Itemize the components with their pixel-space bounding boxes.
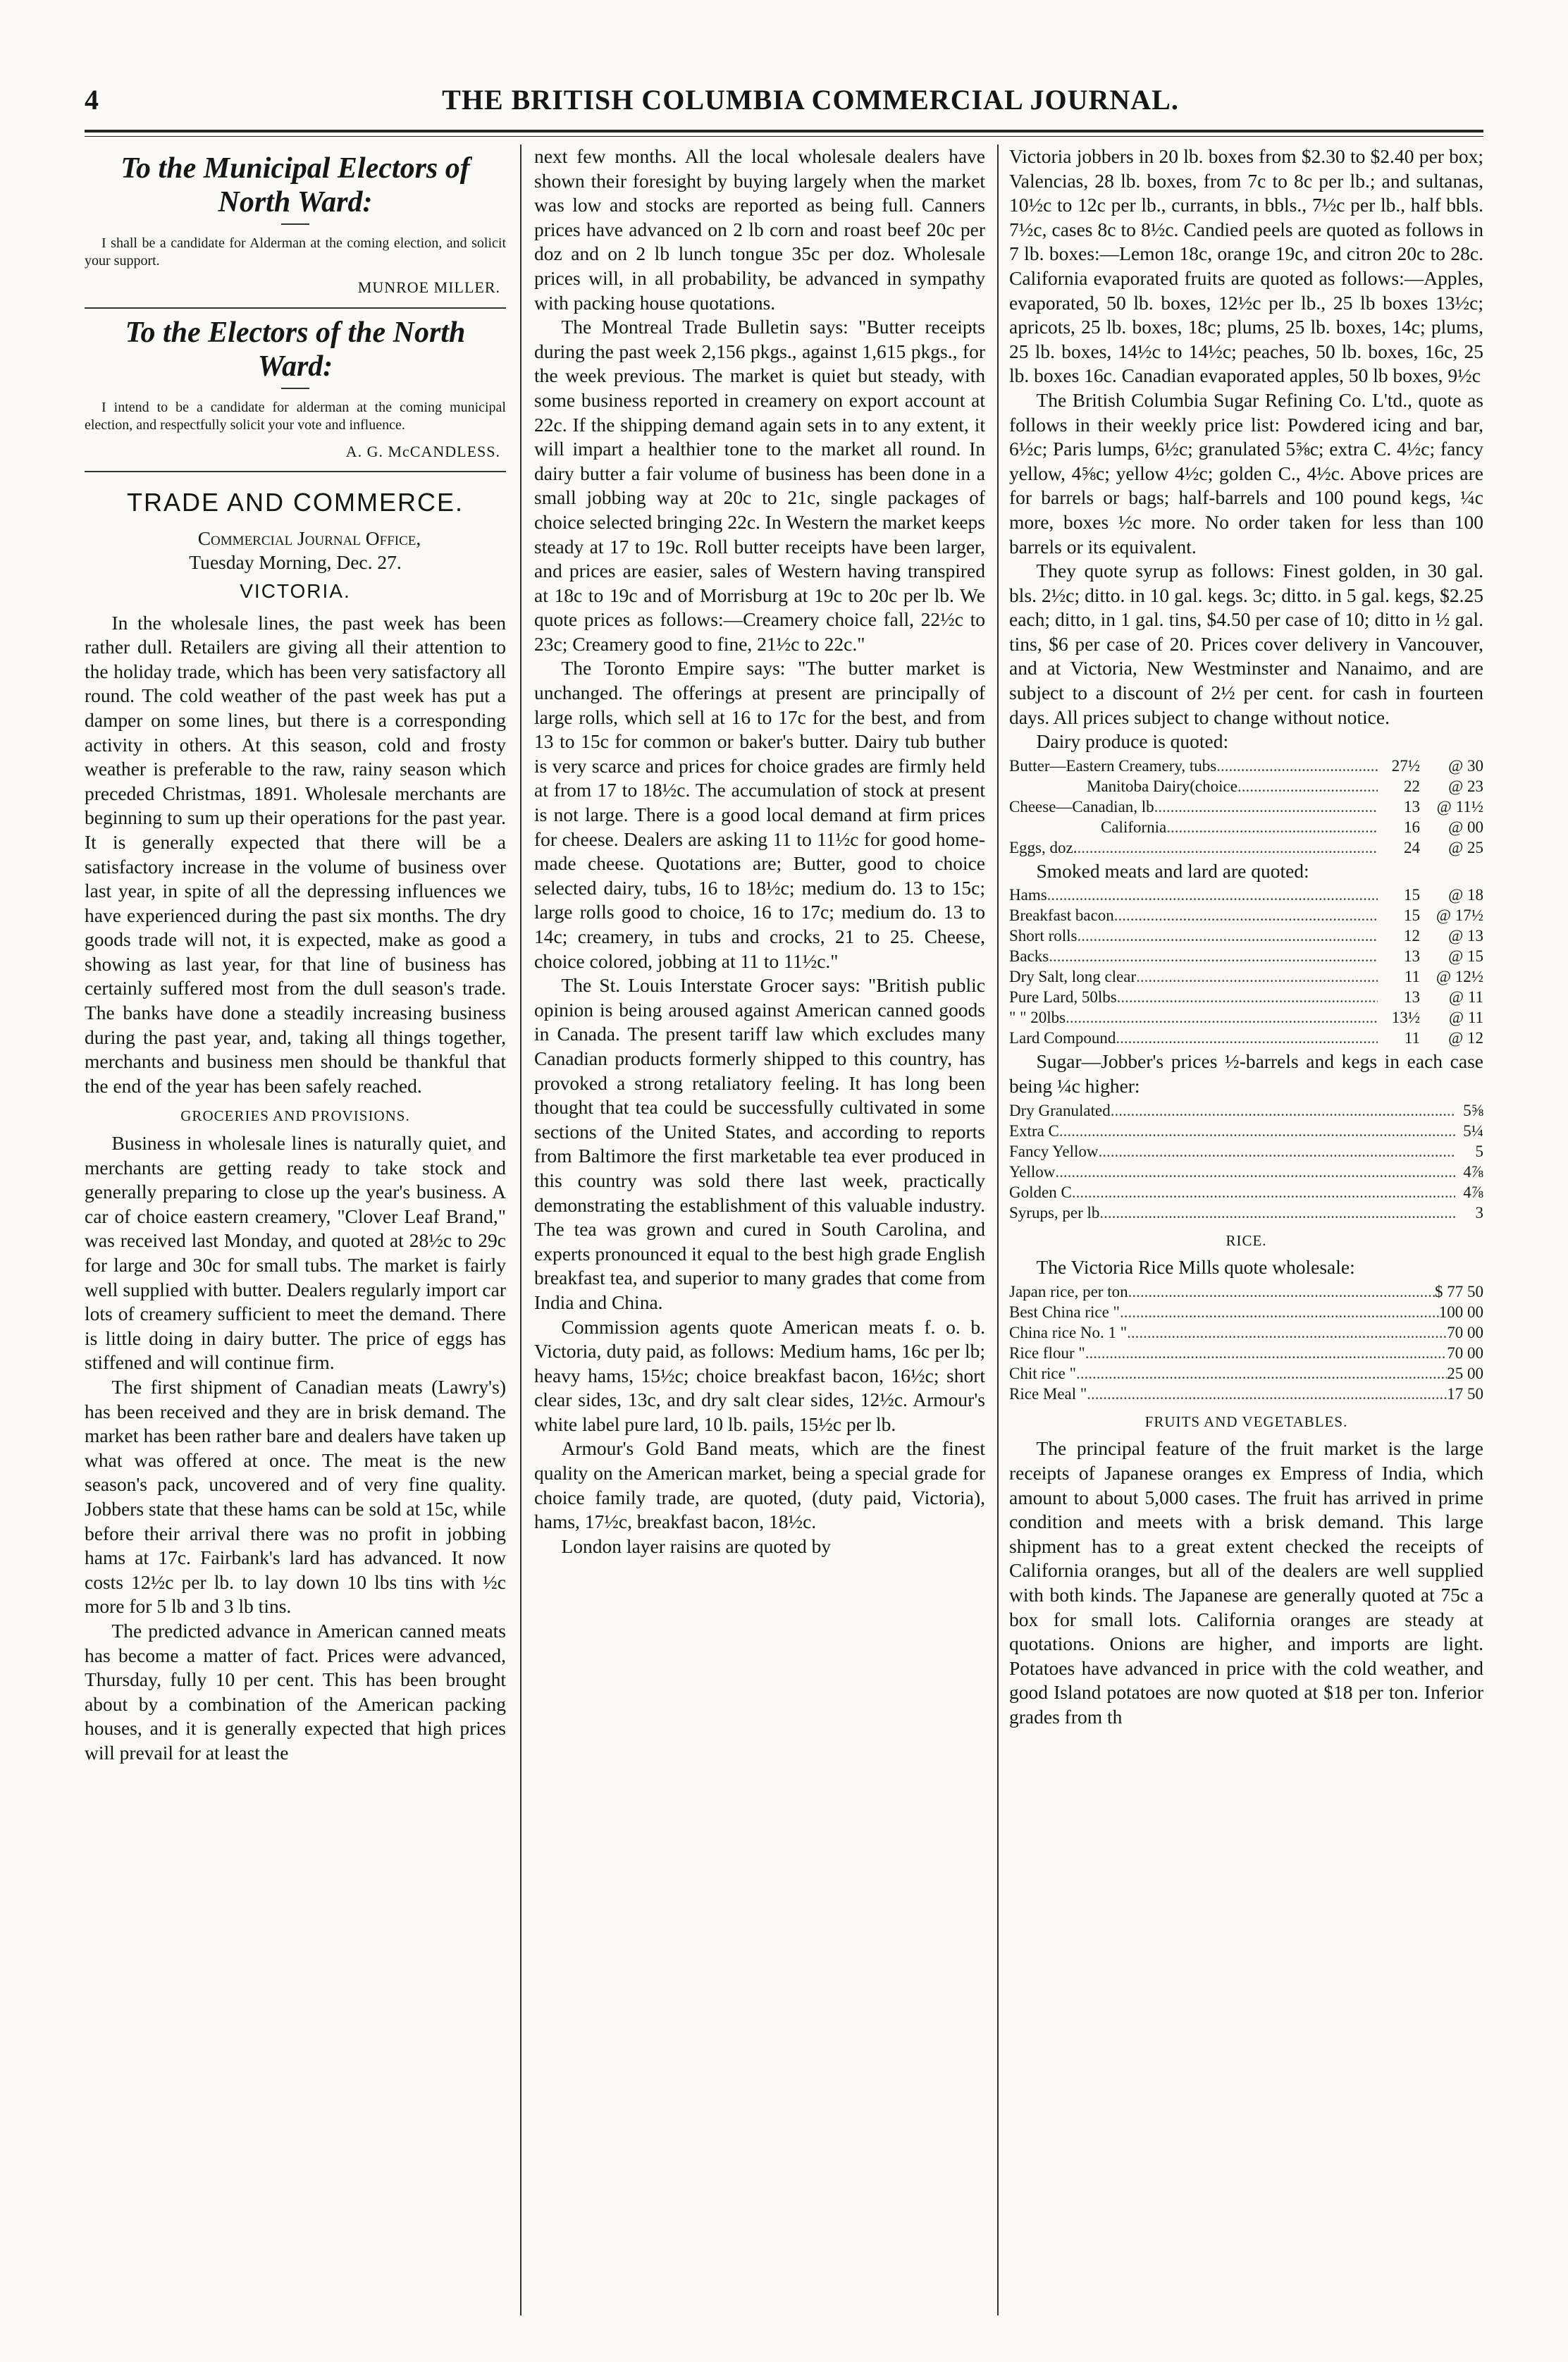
notice-body: I shall be a candidate for Alderman at the coming election, and solicit your support. [85,235,506,269]
price-row [1009,925,1483,946]
date-line: Tuesday Morning, Dec. 27. [189,551,402,574]
price-low: 11 [1404,968,1420,986]
leader-dots [1066,1007,1378,1028]
leader-dots [1127,1322,1447,1343]
price-row [1009,1384,1483,1404]
price-label: Extra C [1009,1121,1059,1140]
notice-body: I intend to be a candidate for alderman at the coming municipal election, and respectfully solicit your vote and influence. [85,399,506,433]
price-row [1009,1343,1483,1363]
section-separator [85,471,506,472]
sugar-price-table [1009,1100,1483,1223]
price-low: 15 [1404,886,1420,904]
price-low: 16 [1404,818,1420,836]
price-value: 70 00 [1447,1343,1483,1362]
price-label: Dry Granulated [1009,1101,1111,1119]
leader-dots [1099,1141,1455,1162]
price-high: @ 11 [1448,988,1483,1007]
price-row [1009,987,1483,1007]
price-high: @ 23 [1448,777,1483,795]
price-row [1009,1363,1483,1384]
article-paragraph: next few months. All the local wholesale dealers have shown their foresight by buying largely when the market was low and stocks are reported as being full. Canners prices have advanced on 2 lb corn and roast beef 20c per doz and on 2 lb lunch tongue 35c per doz. Wholesale prices will, in all probability, be advanced in sympathy with packing house quotations. [534,145,985,314]
price-high: @ 25 [1448,838,1483,856]
leader-dots [1085,1343,1447,1363]
price-value: 25 00 [1447,1364,1483,1382]
price-high: @ 18 [1448,886,1483,904]
price-high: @ 12½ [1436,968,1483,986]
leader-dots [1055,1162,1455,1182]
article-paragraph: Commission agents quote American meats f. o. b. Victoria, duty paid, as follows: Medium hams, 16c per lb; heavy hams, 15½c; choice breakfast bacon, 16½c; short clear sides, 13c, and dry salt clear sides, 12½c. Armour's white label pure lard, 10 lb. pails, 15½c per lb. [534,1315,985,1435]
price-low: 13 [1404,988,1420,1007]
price-value: 100 00 [1438,1303,1483,1321]
leader-dots [1166,817,1378,837]
price-high: @ 11½ [1436,797,1483,816]
price-value: 3 [1475,1203,1483,1222]
article-paragraph: The principal feature of the fruit market is the large receipts of Japanese oranges ex Empress of India, which amount to about 5,000 cases. The fruit has arrived in prime condition and meets with a brisk demand. This large shipment has to a great extent checked the receipts of California oranges, but all of the dealers are well supplied with both kinds. The Japanese are generally quoted at 75c a box for small lots. California oranges are steady at quotations. Onions are higher, and imports are light. Potatoes have advanced in price with the cold weather, and good Island potatoes are now quoted at $18 per ton. Inferior grades from th [1009,1437,1483,1728]
notice-heading: To the Municipal Electors of North Ward: [121,152,470,219]
price-label: Fancy Yellow [1009,1142,1099,1160]
leader-dots [1116,1028,1378,1048]
price-high: @ 17½ [1436,906,1483,925]
price-high: @ 13 [1448,927,1483,945]
price-low: 24 [1404,838,1420,856]
price-label: Lard Compound [1009,1029,1116,1047]
header-rule-thin [85,136,1483,137]
price-low: 13 [1404,947,1420,966]
article-paragraph: The first shipment of Canadian meats (Lawry's) has been received and they are in brisk demand. The market has been rather bare and dealers have taken up what was offered at once. The meat is the new season's pack, uncovered and of very fine quality. Jobbers state that these hams can be sold at 15c, while before their arrival there was no profit in jobbing hams at 17c. Fairbank's lard has advanced. It now costs 12½c per lb. to lay down 10 lbs tins with ½c more for 5 lb and 3 lb tins. [85,1375,506,1618]
price-high: @ 15 [1448,947,1483,966]
rice-label: The Victoria Rice Mills quote wholesale: [1036,1256,1355,1279]
price-high: @ 11 [1448,1009,1483,1027]
price-low: 22 [1404,777,1420,795]
price-row [1009,1322,1483,1343]
price-value: 17 50 [1447,1384,1483,1403]
price-value: 4⅞ [1463,1162,1483,1181]
notice-dash [281,223,309,225]
price-label: Cheese—Canadian, lb [1009,797,1154,816]
price-label: Japan rice, per ton [1009,1282,1128,1300]
notice-signature: MUNROE MILLER. [357,278,500,296]
price-low: 13 [1404,797,1420,816]
journal-title: THE BRITISH COLUMBIA COMMERCIAL JOURNAL. [442,84,1179,116]
price-row [1009,1182,1483,1202]
leader-dots [1114,905,1378,925]
leader-dots [1120,1302,1439,1322]
fruits-heading: FRUITS AND VEGETABLES. [1144,1413,1348,1430]
price-row [1009,966,1483,987]
price-label: China rice No. 1 " [1009,1323,1128,1341]
price-value: 70 00 [1447,1323,1483,1341]
smoked-label: Smoked meats and lard are quoted: [1036,859,1309,882]
article-paragraph: In the wholesale lines, the past week has been rather dull. Retailers are giving all their attention to the holiday trade, which has been very satisfactory all round. The cold weather of the past week has put a damper on some lines, but there is a corresponding activity in others. At this season, cold and frosty weather is preferable to the raw, rainy season which preceded Christmas, 1891. Wholesale merchants are beginning to sum up their operations for the past year. It is generally expected that there will be a satisfactory increase in the volume of business over last year, in spite of all the depressing influences we have experienced during the past six months. The dry goods trade will not, it is expected, make as good a showing as last year, for that line of business has certainly suffered most from the dull season's trade. The banks have done a steadily increasing business during the past year, and, taking all things together, merchants and business men should be thankful that the end of the year has been safely reached. [85,611,506,1097]
price-label: Rice flour " [1009,1343,1085,1362]
article-paragraph: The British Columbia Sugar Refining Co. L'td., quote as follows in their weekly price list: Powdered icing and bar, 6½c; Paris lumps, 6½c; granulated 5⅝c; extra C. 4½c; fancy yellow, 4⅝c; yellow 4½c; golden C., 4½c. Above prices are for barrels or bags; half-barrels and 100 pound kegs, ¼c more, boxes ½c more. No order taken for less than 100 barrels or its equivalent. [1009,388,1483,558]
column-1 [85,144,506,2315]
city-heading: VICTORIA. [240,579,351,602]
price-row [1009,776,1483,796]
office-line: Commercial Journal Office, [197,527,421,549]
leader-dots [1049,946,1378,966]
price-low: 27½ [1391,756,1420,775]
leader-dots [1136,966,1378,987]
price-label: Eggs, doz. [1009,838,1078,856]
section-title: TRADE AND COMMERCE. [126,488,464,517]
article-paragraph: The Toronto Empire says: "The butter market is unchanged. The offerings at present are principally of large rolls, which sell at 16 to 17c for the best, and from 13 to 15c for common or baker's butter. Dairy tub buther is very scarce and prices for choice grades are firmly held at from 17 to 18½c. The accumulation of stock at present is not large. There is a good local demand at firm prices for cheese. Dealers are asking 11 to 11½c for good home-made cheese. Quotations are; Butter, good to choice selected dairy, tubs, 16 to 18½c; medium do. 13 to 15c; large rolls good to choice, 16 to 17c; medium do. 13 to 14c; creamery, in tubs and crocks, 21 to 25. Cheese, choice colored, jobbing at 11 to 11½c." [534,657,985,972]
price-label: Butter—Eastern Creamery, tubs [1009,756,1217,775]
price-label: Chit rice " [1009,1364,1076,1382]
price-row [1009,1121,1483,1141]
price-low: 12 [1404,927,1420,945]
price-value: 5 [1475,1142,1483,1160]
page-header [85,83,1480,125]
article-paragraph: They quote syrup as follows: Finest golden, in 30 gal. bls. 2½c; ditto. in 10 gal. kegs. 3c; ditto. in 5 gal. kegs, $2.25 each; ditto, in 1 gal. tins, $4.50 per case of 10; ditto in ½ gal. tins, $6 per case of 20. Prices cover delivery in Vancouver, and at Victoria, New Westminster and Nanaimo, and are subject to a discount of 2½ per cent. for cash in fourteen days. All prices subject to change without notice. [1009,560,1483,728]
sugar-label: Sugar—Jobber's prices ½-barrels and kegs in each case being ¼c higher: [1009,1050,1483,1097]
dairy-label: Dairy produce is quoted: [1036,730,1229,753]
leader-dots [1087,1384,1447,1404]
smoked-meats-price-table [1009,885,1483,1048]
subsection-heading: GROCERIES AND PROVISIONS. [180,1107,410,1125]
price-label: Rice Meal " [1009,1384,1087,1403]
price-row [1009,1100,1483,1121]
header-rule-thick [85,130,1483,133]
price-label: Syrups, per lb [1009,1203,1100,1222]
article-paragraph: Victoria jobbers in 20 lb. boxes from $2.30 to $2.40 per box; Valencias, 28 lb. boxes, from 7c to 8c per lb.; and sultanas, 10½c to 12c per lb., currants, in bbls., 7½c per lb., half bbls. 7½c, cases 8c to 8½c. Candied peels are quoted as follows in 7 lb. boxes:—Lemon 18c, orange 19c, and citron 20c to 28c. California evaporated fruits are quoted as follows:—Apples, evaporated, 50 lb. boxes, 12½c per lb., 25 lb boxes 13½c; apricots, 25 lb. boxes, 18c; plums, 25 lb. boxes, 14c; plums, 25 lb. boxes, 14½c to 14½c; peaches, 50 lb. boxes, 16c, 25 lb. boxes 16c. Canadian evaporated apples, 50 lb boxes, 9½c [1009,145,1483,387]
price-value: 5⅝ [1463,1101,1483,1119]
article-paragraph: Business in wholesale lines is naturally quiet, and merchants are getting ready to take stock and generally preparing to close up the year's business. A car of choice eastern creamery, "Clover Leaf Brand," was received last Monday, and quoted at 28½c to 29c for large and 30c for small tubs. The market is fairly well supplied with butter. Dealers regularly import car lots of creamery sufficient to meet the demand. There is little doing in dairy butter. The price of eggs has stiffened and will continue firm. [85,1132,506,1374]
price-row [1009,756,1483,776]
price-row [1009,905,1483,925]
price-row [1009,946,1483,966]
column-3 [1009,144,1483,2315]
notice-mccandless [85,316,506,465]
price-label: Golden C [1009,1183,1072,1201]
column-divider-2 [997,144,999,2315]
price-label: Breakfast bacon [1009,906,1114,925]
price-label: Manitoba Dairy(choice [1087,777,1237,795]
leader-dots [1099,1202,1455,1223]
column-divider-1 [520,144,521,2315]
price-label: Best China rice " [1009,1303,1120,1321]
price-label: Yellow [1009,1162,1056,1181]
leader-dots [1117,987,1378,1007]
leader-dots [1128,1281,1435,1302]
article-paragraph: The predicted advance in American canned meats has become a matter of fact. Prices were advanced, Thursday, fully 10 per cent. This has been brought about by a combination of the American packing houses, and it is generally expected that high prices will prevail for at least the [85,1619,506,1764]
leader-dots [1216,756,1378,776]
leader-dots [1076,1363,1447,1384]
leader-dots [1077,837,1378,858]
notice-dash [281,388,309,389]
price-low: 11 [1404,1029,1420,1047]
rice-heading: RICE. [1226,1231,1267,1249]
leader-dots [1077,925,1378,946]
dairy-price-table [1009,756,1483,858]
price-label: Short rolls [1009,927,1078,945]
price-row [1009,1302,1483,1322]
leader-dots [1047,885,1378,905]
price-row [1009,1007,1483,1028]
price-label: Hams [1009,886,1047,904]
price-high: @ 00 [1448,818,1483,836]
price-label: Pure Lard, 50lbs [1009,988,1117,1007]
price-value: 4⅞ [1463,1183,1483,1201]
price-label: Dry Salt, long clear [1009,968,1137,986]
article-paragraph: The Montreal Trade Bulletin says: "Butter receipts during the past week 2,156 pkgs., against 1,615 pkgs., for the week previous. The market is quiet but steady, with some business reported in creamery on export account at 22c. If the shipping demand again sets in to any extent, it will impart a healthier tone to the market all round. In dairy butter a fair volume of business has been done in a small jobbing way at 20c to 21c, single packages of choice selected bringing 22c. In Western the market keeps steady at 17 to 19c. Roll butter receipts have been larger, and prices are easier, sales of Western having transpired at 18c to 19c and of Morrisburg at 19c to 20c per lb. We quote prices as follows:—Creamery choice fall, 22½c to 23c; Creamery good to fine, 21½c to 22c." [534,316,985,655]
notice-separator [85,307,506,309]
price-value: $ 77 50 [1435,1282,1483,1300]
notice-miller [85,152,506,300]
price-high: @ 12 [1448,1029,1483,1047]
article-paragraph: London layer raisins are quoted by [561,1534,832,1557]
price-label: " " 20lbs [1009,1009,1066,1027]
leader-dots [1059,1121,1455,1141]
leader-dots [1072,1182,1455,1202]
rice-price-table [1009,1281,1483,1404]
price-label: Backs [1009,947,1049,966]
price-row [1009,1141,1483,1162]
price-low: 15 [1404,906,1420,925]
price-value: 5¼ [1463,1121,1483,1140]
article-paragraph: Armour's Gold Band meats, which are the finest quality on the American market, being a special grade for choice family trade, are quoted, (duty paid, Victoria), hams, 17½c, breakfast bacon, 18½c. [534,1437,985,1533]
leader-dots [1111,1100,1455,1121]
price-high: @ 30 [1448,756,1483,775]
price-row [1009,1162,1483,1182]
price-row [1009,837,1483,858]
price-row [1009,1028,1483,1048]
column-2 [534,144,985,2315]
price-row [1009,796,1483,817]
price-low: 13½ [1391,1009,1420,1027]
notice-signature: A. G. McCANDLESS. [345,442,500,460]
page-number: 4 [85,84,99,116]
leader-dots [1154,796,1378,817]
price-row [1009,817,1483,837]
notice-heading: To the Electors of the North Ward: [125,316,466,383]
leader-dots [1237,776,1378,796]
article-paragraph: The St. Louis Interstate Grocer says: "British public opinion is being aroused against American canned goods in Canada. The present tariff law which excludes many Canadian products formerly shipped to this country, has provoked a strong retaliatory feeling. It has long been thought that tea could be successfully cultivated in some sections of the United States, and according to reports from Baltimore the first marketable tea ever produced in this country was sold there last week, practically demonstrating the establishment of this valuable industry. The tea was grown and cured in South Carolina, and experts pronounced it equal to the best high grade English breakfast tea, and superior to many grades that come from India and China. [534,974,985,1313]
price-row [1009,885,1483,905]
price-label: California [1101,818,1167,836]
price-row [1009,1202,1483,1223]
price-row [1009,1281,1483,1302]
